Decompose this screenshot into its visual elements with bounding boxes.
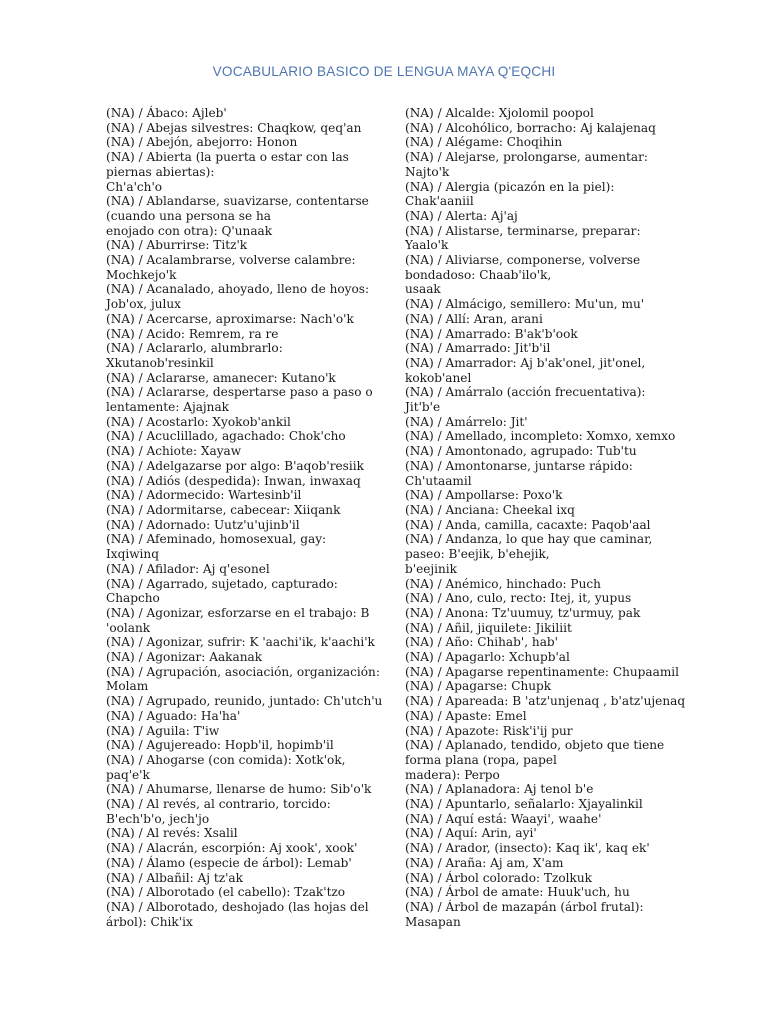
vocabulary-line: (NA) / Adormecido: Wartesinb'il — [106, 488, 302, 503]
vocabulary-line: Ch'utaamil — [405, 473, 472, 488]
vocabulary-line: (NA) / Alcalde: Xjolomil poopol — [405, 106, 594, 120]
vocabulary-line: (NA) / Agonizar: Aakanak — [106, 650, 263, 665]
vocabulary-line: (NA) / Achiote: Xayaw — [106, 444, 242, 459]
vocabulary-line: (NA) / Abejón, abejorro: Honon — [106, 135, 298, 150]
vocabulary-line: Job'ox, julux — [106, 297, 182, 312]
vocabulary-line: Molam — [106, 679, 149, 694]
vocabulary-line: (NA) / Abierta (la puerta o estar con las — [106, 150, 349, 165]
vocabulary-line: enojado con otra): Q'unaak — [106, 223, 273, 238]
vocabulary-line: (NA) / Alborotado (el cabello): Tzak'tzo — [106, 885, 346, 900]
vocabulary-line: (NA) / Apaste: Emel — [405, 708, 527, 723]
vocabulary-line: (cuando una persona se ha — [106, 208, 271, 223]
vocabulary-line: (NA) / Andanza, lo que hay que caminar, — [405, 532, 653, 547]
vocabulary-line: (NA) / Amarrado: B'ak'b'ook — [405, 326, 578, 341]
vocabulary-line: (NA) / Aguado: Ha'ha' — [106, 708, 241, 723]
vocabulary-line: Masapan — [405, 914, 461, 929]
vocabulary-line: (NA) / Adormitarse, cabecear: Xiiqank — [106, 502, 341, 517]
vocabulary-line: (NA) / Anémico, hinchado: Puch — [405, 576, 601, 591]
vocabulary-line: (NA) / Alergia (picazón en la piel): — [405, 179, 615, 194]
vocabulary-line: (NA) / Ahogarse (con comida): Xotk'ok, — [106, 752, 346, 767]
vocabulary-line: paq'e'k — [106, 767, 150, 782]
vocabulary-line: (NA) / Añil, jiquilete: Jikiliit — [405, 620, 572, 635]
vocabulary-line: forma plana (ropa, papel — [405, 752, 557, 767]
vocabulary-line: (NA) / Aplanado, tendido, objeto que tiene — [405, 738, 665, 753]
vocabulary-line: 'oolank — [106, 620, 151, 635]
vocabulary-line: bondadoso: Chaab'ilo'k, — [405, 267, 552, 282]
vocabulary-line: (NA) / Abejas silvestres: Chaqkow, qeq'an — [106, 120, 362, 135]
vocabulary-line: (NA) / Árbol colorado: Tzolkuk — [405, 870, 592, 885]
vocabulary-line: (NA) / Ábaco: Ajleb' — [106, 106, 227, 120]
vocabulary-line: (NA) / Aquí: Arin, ayi' — [405, 826, 537, 841]
vocabulary-line: (NA) / Afilador: Aj q'esonel — [106, 561, 270, 576]
vocabulary-line: (NA) / Alborotado, deshojado (las hojas del — [106, 899, 369, 914]
vocabulary-line: (NA) / Araña: Aj am, X'am — [405, 855, 564, 870]
vocabulary-line: (NA) / Alacrán, escorpión: Aj xook', xook' — [106, 841, 358, 856]
vocabulary-line: (NA) / Amárralo (acción frecuentativa): — [405, 385, 646, 400]
vocabulary-line: (NA) / Árbol de mazapán (árbol frutal): — [405, 899, 644, 914]
vocabulary-line: (NA) / Ampollarse: Poxo'k — [405, 488, 563, 503]
vocabulary-line: (NA) / Alégame: Choqihin — [405, 135, 563, 150]
vocabulary-line: Yaalo'k — [405, 238, 449, 253]
vocabulary-line: (NA) / Alejarse, prolongarse, aumentar: — [405, 150, 648, 165]
vocabulary-line: (NA) / Agonizar, sufrir: K 'aachi'ik, k'aachi'k — [106, 635, 375, 650]
vocabulary-line: (NA) / Ahumarse, llenarse de humo: Sib'o'k — [106, 782, 372, 797]
vocabulary-line: (NA) / Aquí está: Waayi', waahe' — [405, 811, 602, 826]
vocabulary-line: Chapcho — [106, 591, 160, 606]
vocabulary-line: (NA) / Anciana: Cheekal ixq — [405, 502, 575, 517]
vocabulary-line: (NA) / Amontonarse, juntarse rápido: — [405, 458, 633, 473]
vocabulary-line: (NA) / Ano, culo, recto: Itej, it, yupus — [405, 591, 632, 606]
vocabulary-line: (NA) / Albañil: Aj tz'ak — [106, 870, 243, 885]
vocabulary-line: (NA) / Apazote: Risk'i'ij pur — [405, 723, 573, 738]
vocabulary-line: (NA) / Apuntarlo, señalarlo: Xjayalinkil — [405, 797, 643, 812]
vocabulary-line: lentamente: Ajajnak — [106, 400, 230, 415]
vocabulary-line: usaak — [405, 282, 441, 297]
vocabulary-line: árbol): Chik'ix — [106, 914, 193, 929]
vocabulary-line: (NA) / Amontonado, agrupado: Tub'tu — [405, 444, 637, 459]
vocabulary-line: (NA) / Álamo (especie de árbol): Lemab' — [106, 855, 352, 870]
vocabulary-line: (NA) / Amárrelo: Jit' — [405, 414, 528, 429]
vocabulary-line: (NA) / Agonizar, esforzarse en el trabajo: B — [106, 605, 370, 620]
vocabulary-line: (NA) / Aburrirse: Titz'k — [106, 238, 248, 253]
vocabulary-line: madera): Perpo — [405, 767, 500, 782]
vocabulary-line: Chak'aaniil — [405, 194, 474, 209]
vocabulary-line: (NA) / Anda, camilla, cacaxte: Paqob'aal — [405, 517, 651, 532]
vocabulary-line: Ixqiwinq — [106, 547, 159, 562]
vocabulary-line: (NA) / Adiós (despedida): Inwan, inwaxaq — [106, 473, 361, 488]
vocabulary-line: (NA) / Alerta: Aj'aj — [405, 208, 518, 223]
vocabulary-line: (NA) / Agujereado: Hopb'il, hopimb'il — [106, 738, 334, 753]
vocabulary-line: (NA) / Al revés, al contrario, torcido: — [106, 797, 331, 812]
vocabulary-line: Ch'a'ch'o — [106, 179, 163, 194]
vocabulary-line: (NA) / Arador, (insecto): Kaq ik', kaq ek' — [405, 841, 650, 856]
vocabulary-line: Jit'b'e — [405, 400, 441, 415]
vocabulary-line: (NA) / Agarrado, sujetado, capturado: — [106, 576, 338, 591]
vocabulary-line: (NA) / Amellado, incompleto: Xomxo, xemxo — [405, 429, 676, 444]
vocabulary-line: (NA) / Allí: Aran, arani — [405, 311, 543, 326]
left-column — [106, 106, 383, 929]
vocabulary-line: (NA) / Acanalado, ahoyado, lleno de hoyos: — [106, 282, 370, 297]
vocabulary-line: Najto'k — [405, 164, 450, 179]
vocabulary-line: (NA) / Aclararse, despertarse paso a paso o — [106, 385, 373, 400]
vocabulary-line: (NA) / Aliviarse, componerse, volverse — [405, 253, 641, 268]
vocabulary-line: kokob'anel — [405, 370, 472, 385]
right-column — [405, 106, 686, 929]
vocabulary-line: (NA) / Aguila: T'iw — [106, 723, 220, 738]
vocabulary-line: B'ech'b'o, jech'jo — [106, 811, 210, 826]
vocabulary-line: Xkutanob'resinkil — [106, 355, 214, 370]
vocabulary-line: (NA) / Aplanadora: Aj tenol b'e — [405, 782, 594, 797]
vocabulary-line: (NA) / Anona: Tz'uumuy, tz'urmuy, pak — [405, 605, 641, 620]
vocabulary-line: (NA) / Árbol de amate: Huuk'uch, hu — [405, 885, 630, 900]
vocabulary-line: (NA) / Acalambrarse, volverse calambre: — [106, 253, 356, 268]
vocabulary-line: (NA) / Aclararse, amanecer: Kutano'k — [106, 370, 336, 385]
vocabulary-line: (NA) / Agrupado, reunido, juntado: Ch'utch'u — [106, 694, 383, 709]
vocabulary-line: Mochkejo'k — [106, 267, 177, 282]
vocabulary-line: (NA) / Acido: Remrem, ra re — [106, 326, 279, 341]
vocabulary-line: paseo: B'eejik, b'ehejik, — [405, 547, 550, 562]
document-title: VOCABULARIO BASICO DE LENGUA MAYA Q'EQCHI — [212, 64, 556, 79]
vocabulary-line: (NA) / Ablandarse, suavizarse, contentarse — [106, 194, 369, 209]
vocabulary-line: (NA) / Agrupación, asociación, organización: — [106, 664, 380, 679]
vocabulary-line: (NA) / Alistarse, terminarse, preparar: — [405, 223, 641, 238]
vocabulary-line: (NA) / Alcohólico, borracho: Aj kalajenaq — [405, 120, 656, 135]
vocabulary-line: b'eejinik — [405, 561, 457, 576]
vocabulary-line: (NA) / Aclararlo, alumbrarlo: — [106, 341, 283, 356]
vocabulary-line: (NA) / Acuclillado, agachado: Chok'cho — [106, 429, 346, 444]
vocabulary-line: (NA) / Al revés: Xsalil — [106, 826, 238, 841]
vocabulary-line: (NA) / Año: Chihab', hab' — [405, 635, 558, 650]
vocabulary-line: (NA) / Adelgazarse por algo: B'aqob'resiik — [106, 458, 364, 473]
vocabulary-line: (NA) / Acercarse, aproximarse: Nach'o'k — [106, 311, 354, 326]
vocabulary-line: (NA) / Afeminado, homosexual, gay: — [106, 532, 327, 547]
vocabulary-line: (NA) / Almácigo, semillero: Mu'un, mu' — [405, 297, 645, 312]
vocabulary-line: (NA) / Amarrador: Aj b'ak'onel, jit'onel, — [405, 355, 646, 370]
vocabulary-line: (NA) / Apagarse: Chupk — [405, 679, 552, 694]
vocabulary-line: (NA) / Apagarlo: Xchupb'al — [405, 650, 570, 665]
vocabulary-line: (NA) / Apagarse repentinamente: Chupaamil — [405, 664, 680, 679]
vocabulary-line: (NA) / Amarrado: Jit'b'il — [405, 341, 551, 356]
vocabulary-line: (NA) / Adornado: Uutz'u'ujinb'il — [106, 517, 300, 532]
vocabulary-line: (NA) / Apareada: B 'atz'unjenaq , b'atz'ujenaq — [405, 694, 686, 709]
vocabulary-line: piernas abiertas): — [106, 164, 215, 179]
vocabulary-line: (NA) / Acostarlo: Xyokob'ankil — [106, 414, 291, 429]
